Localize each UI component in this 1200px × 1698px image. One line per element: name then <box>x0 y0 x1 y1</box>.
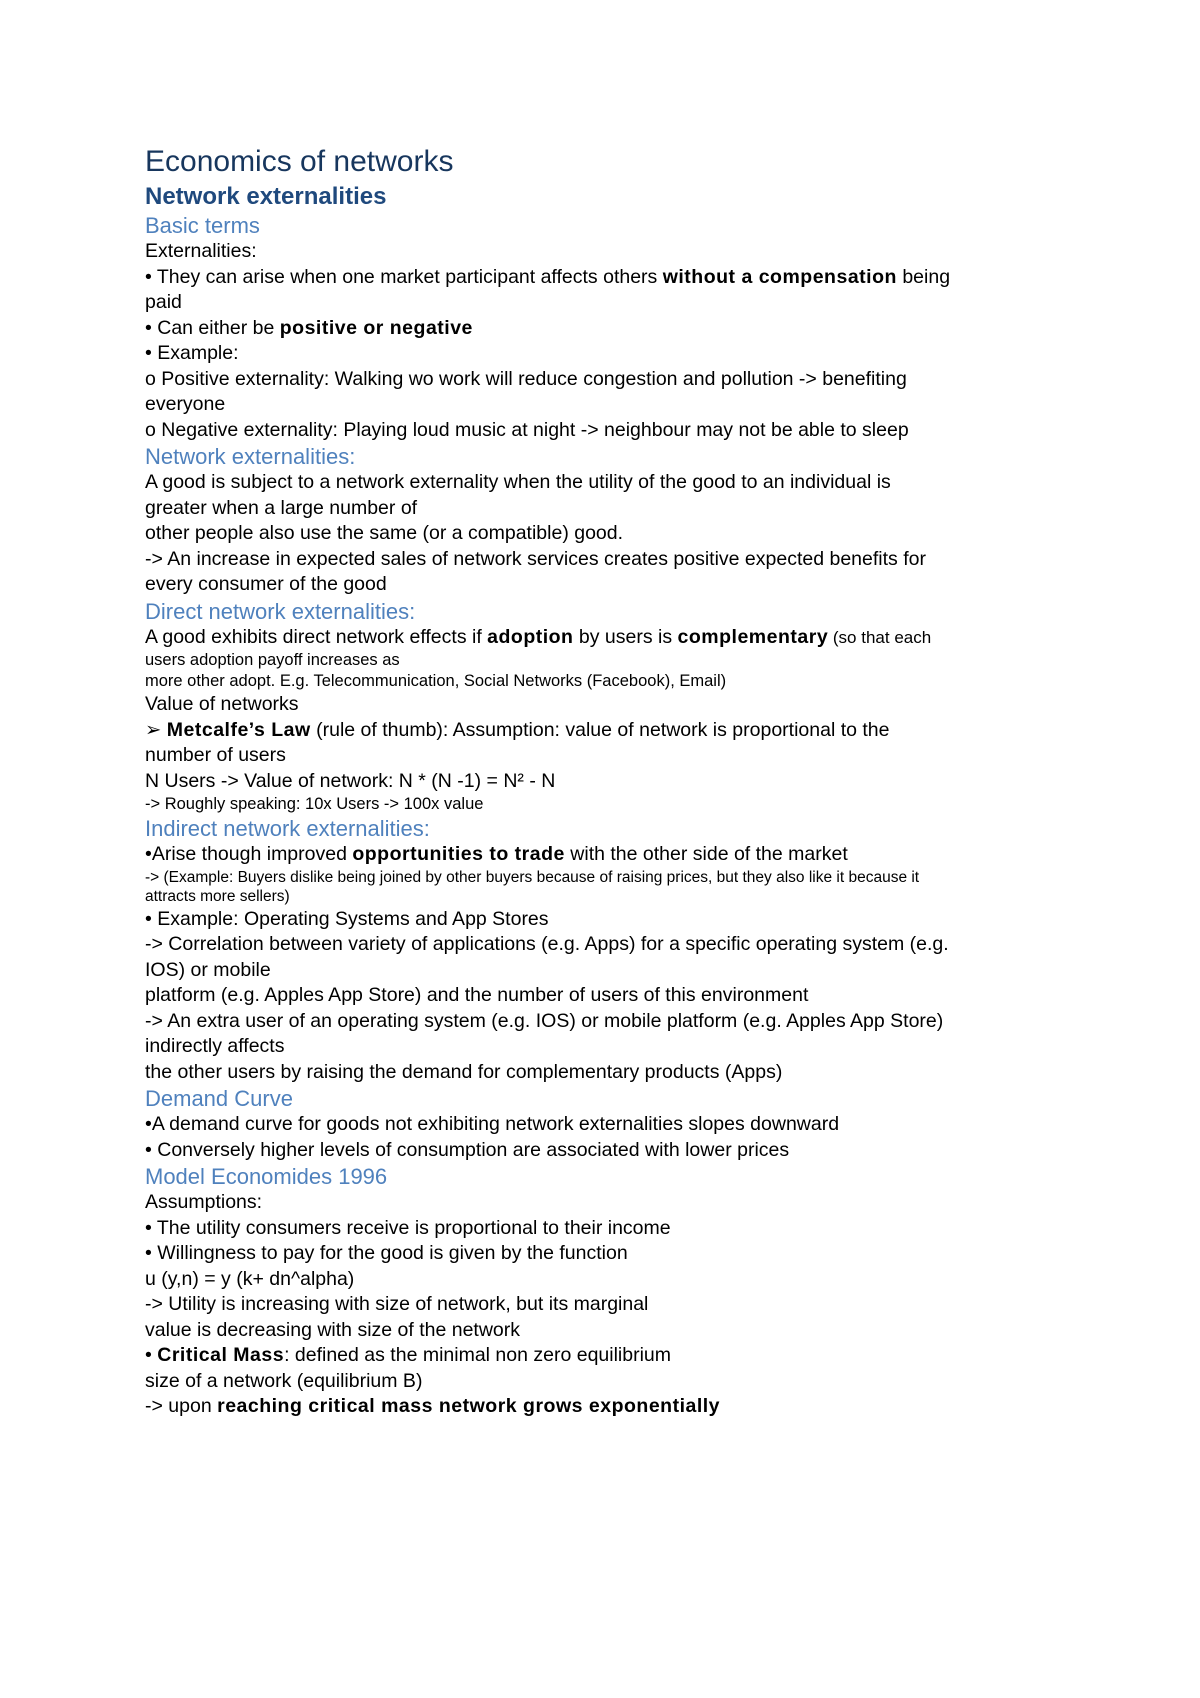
text-line: • The utility consumers receive is proportional to their income <box>145 1216 671 1239</box>
text-line: o Negative externality: Playing loud music at night -> neighbour may not be able to sleep <box>145 418 909 441</box>
document-content <box>145 142 1075 1420</box>
text-line: value is decreasing with size of the network <box>145 1318 521 1341</box>
text-line: every consumer of the good <box>145 573 387 595</box>
text-line: everyone <box>145 393 226 415</box>
text-line: attracts more sellers) <box>145 888 290 905</box>
text-line: A good exhibits direct network effects if adoption by users is complementary (so that each <box>145 625 932 648</box>
heading-network-externalities: Network externalities: <box>145 444 356 469</box>
text-line: other people also use the same (or a compatible) good. <box>145 522 624 544</box>
text-line: the other users by raising the demand for complementary products (Apps) <box>145 1060 783 1083</box>
text-line: • Can either be positive or negative <box>145 316 473 339</box>
document-title: Economics of networks <box>145 145 454 178</box>
document-subtitle: Network externalities <box>145 183 387 210</box>
text-line: number of users <box>145 744 286 766</box>
text-line: -> Utility is increasing with size of network, but its marginal <box>145 1293 649 1315</box>
text-line: • Willingness to pay for the good is given by the function <box>145 1242 628 1264</box>
text-line: -> An increase in expected sales of network services creates positive expected benefits for <box>145 547 926 570</box>
text-line: •Arise though improved opportunities to trade with the other side of the market <box>145 843 848 865</box>
text-line: size of a network (equilibrium B) <box>145 1369 423 1392</box>
text-line: IOS) or mobile <box>145 958 271 981</box>
text-line: more other adopt. E.g. Telecommunication, Social Networks (Facebook), Email) <box>145 672 727 690</box>
text-line: Value of networks <box>145 693 299 715</box>
heading-basic-terms: Basic terms <box>145 213 260 238</box>
text-line: -> An extra user of an operating system (e.g. IOS) or mobile platform (e.g. Apples App Store) <box>145 1009 944 1032</box>
text-line: -> (Example: Buyers dislike being joined by other buyers because of raising prices, but they also like it because it <box>145 868 920 886</box>
text-line: indirectly affects <box>145 1035 285 1057</box>
text-line: Externalities: <box>145 240 257 262</box>
heading-model-economides: Model Economides 1996 <box>145 1164 388 1189</box>
text-line: ➢ Metcalfe’s Law (rule of thumb): Assumption: value of network is proportional to the <box>145 718 890 741</box>
text-line: -> Roughly speaking: 10x Users -> 100x value <box>145 795 484 813</box>
heading-demand-curve: Demand Curve <box>145 1086 293 1111</box>
text-line: • Example: Operating Systems and App Stores <box>145 907 549 930</box>
text-line: paid <box>145 291 182 313</box>
text-line: • Example: <box>145 342 239 364</box>
text-line: -> Correlation between variety of applications (e.g. Apps) for a specific operating system (e.g. <box>145 933 949 955</box>
text-line: A good is subject to a network externality when the utility of the good to an individual is <box>145 471 891 493</box>
text-line: u (y,n) = y (k+ dn^alpha) <box>145 1267 355 1290</box>
text-line: -> upon reaching critical mass network grows exponentially <box>145 1395 721 1417</box>
text-line: • Critical Mass: defined as the minimal non zero equilibrium <box>145 1344 672 1366</box>
text-line: users adoption payoff increases as <box>145 651 400 669</box>
text-line: • They can arise when one market participant affects others without a compensation being <box>145 265 951 288</box>
heading-direct-network-externalities: Direct network externalities: <box>145 598 416 624</box>
text-line: • Conversely higher levels of consumption are associated with lower prices <box>145 1138 790 1161</box>
text-line: platform (e.g. Apples App Store) and the number of users of this environment <box>145 984 809 1006</box>
text-line: N Users -> Value of network: N * (N -1) = N² - N <box>145 769 556 792</box>
text-line: •A demand curve for goods not exhibiting network externalities slopes downward <box>145 1113 840 1135</box>
text-line: Assumptions: <box>145 1191 263 1213</box>
text-line: greater when a large number of <box>145 496 418 519</box>
text-line: o Positive externality: Walking wo work will reduce congestion and pollution -> benefiting <box>145 367 907 390</box>
heading-indirect-network-externalities: Indirect network externalities: <box>145 816 430 841</box>
